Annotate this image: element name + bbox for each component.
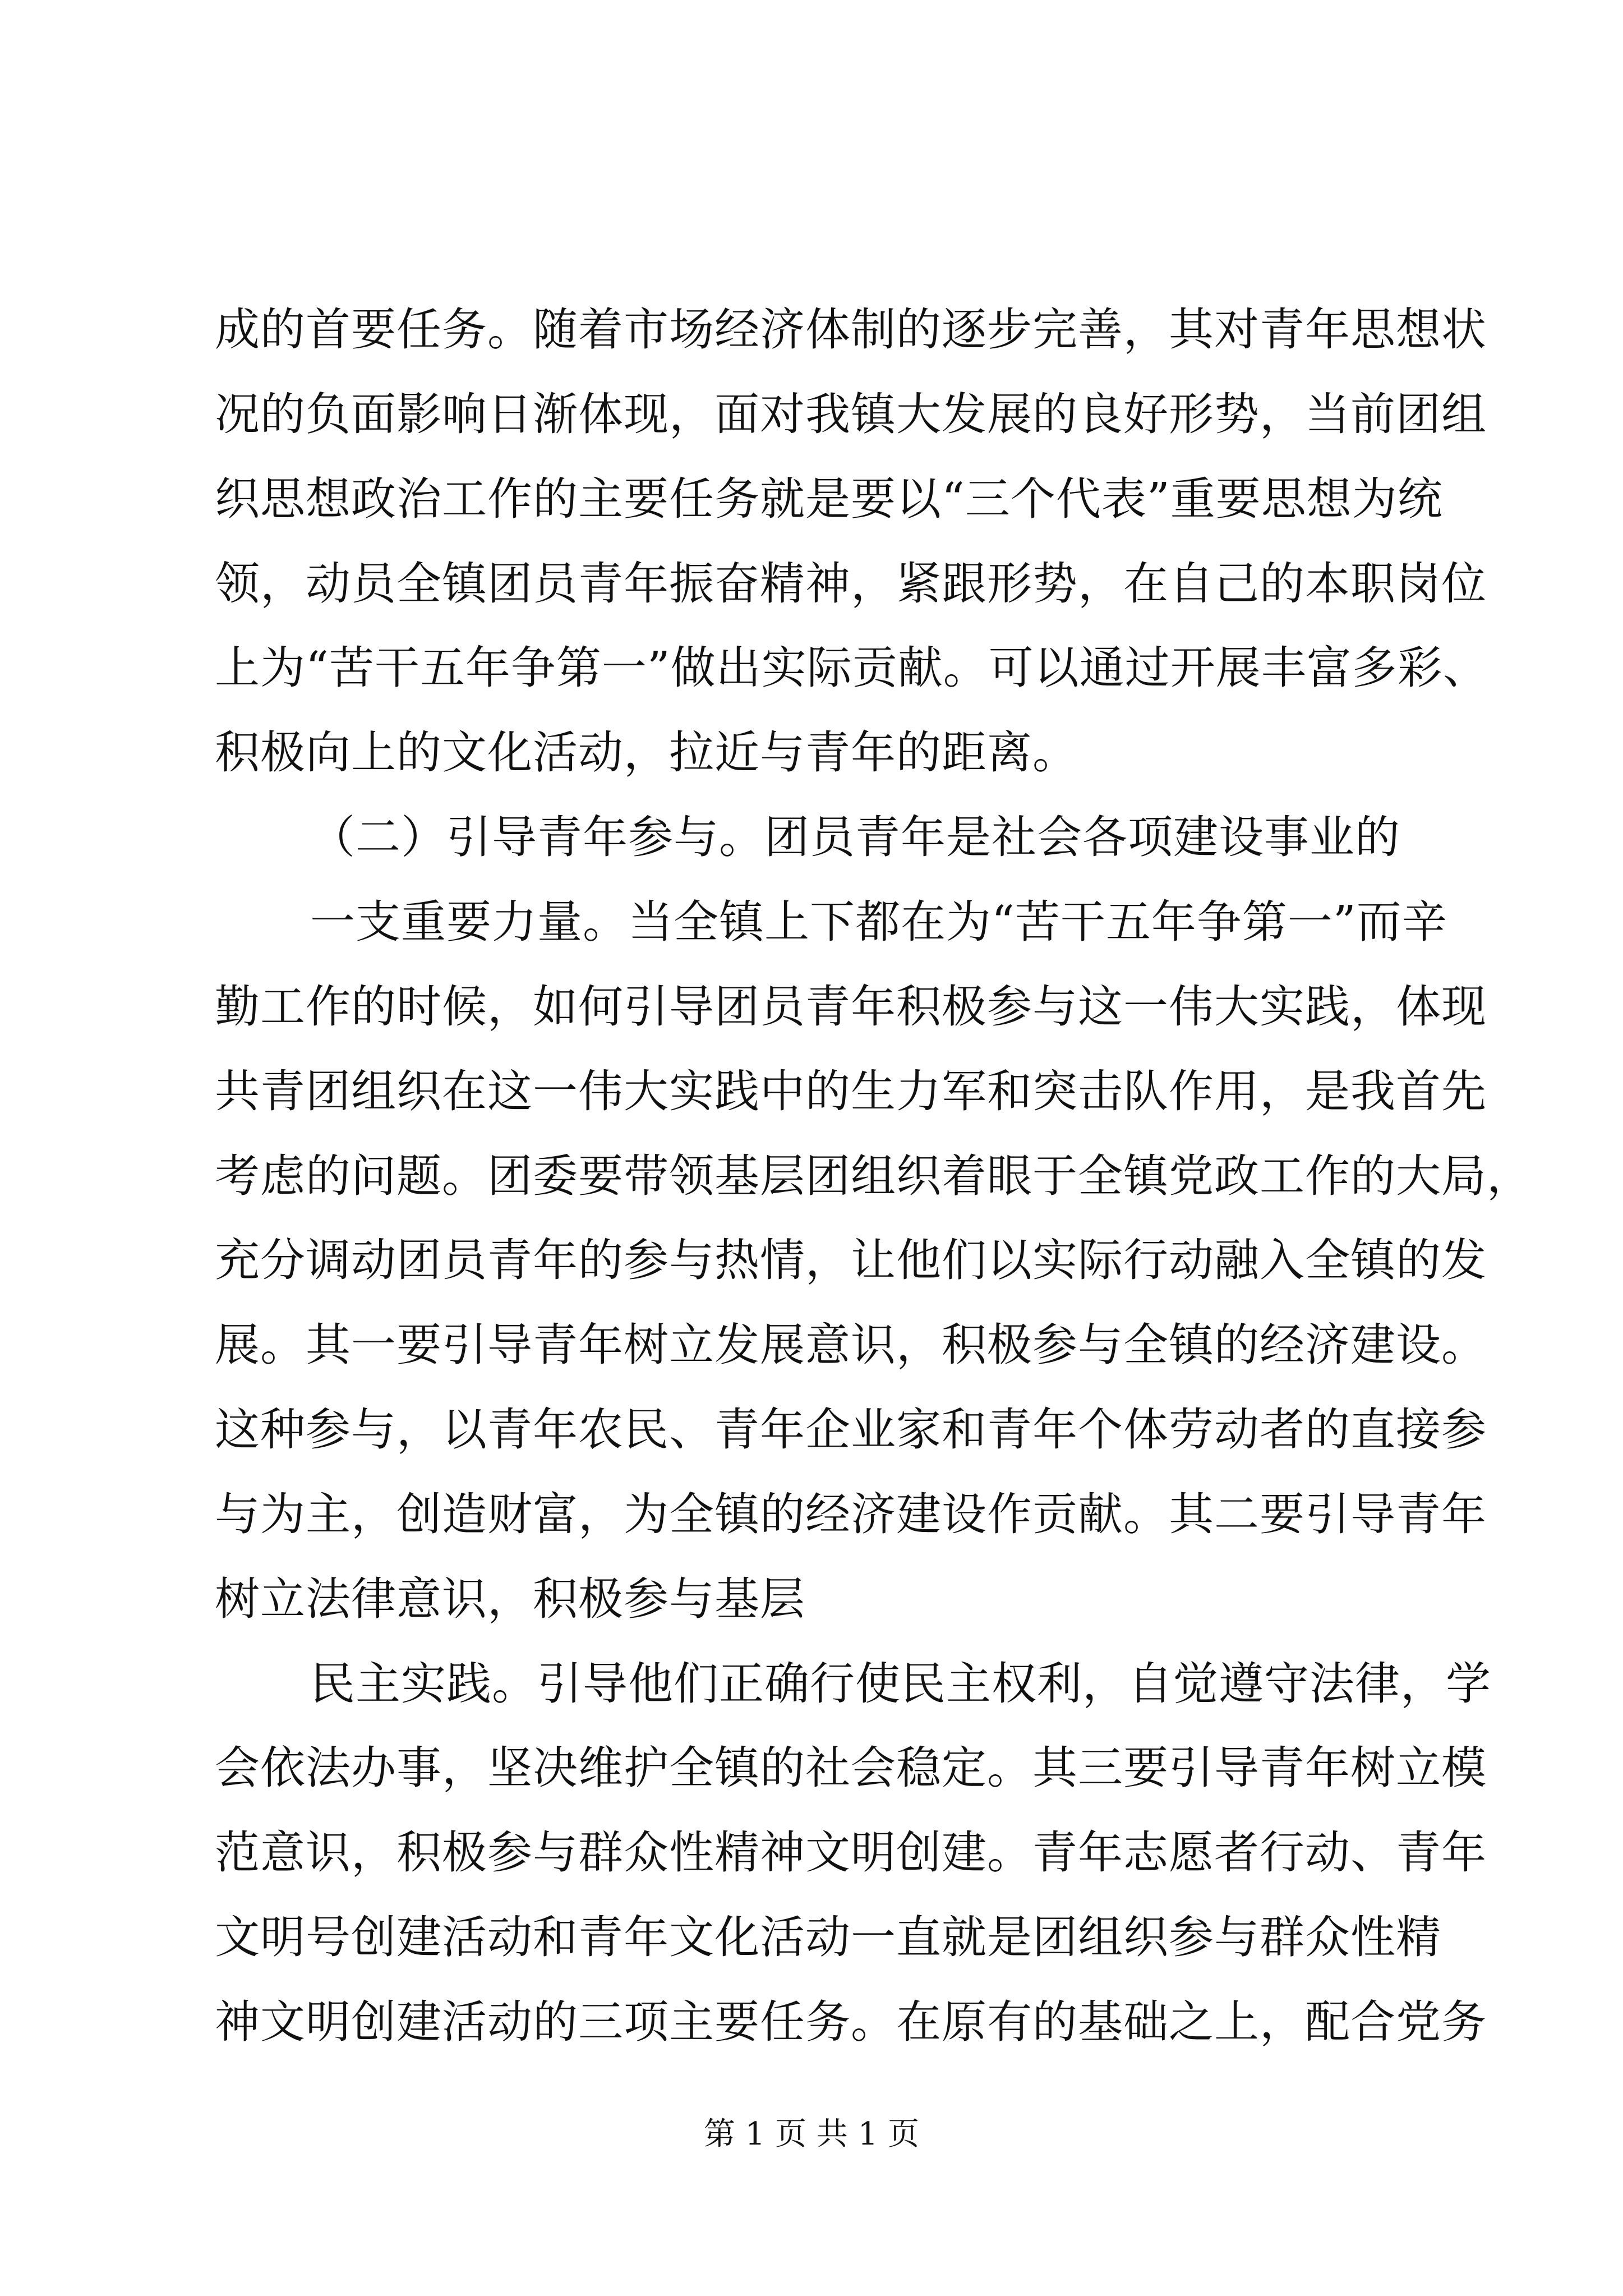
body-line: 这种参与，以青年农民、青年企业家和青年个体劳动者的直接参 (215, 1404, 1487, 1456)
body-line: 与为主，创造财富，为全镇的经济建设作贡献。其二要引导青年 (215, 1488, 1487, 1540)
body-line: 况的负面影响日渐体现，面对我镇大发展的良好形势，当前团组 (215, 388, 1487, 440)
body-line: 考虑的问题。团委要带领基层团组织着眼于全镇党政工作的大局， (215, 1150, 1532, 1202)
body-line: 一支重要力量。当全镇上下都在为“苦干五年争第一”而辛 (310, 896, 1447, 948)
page-number-footer: 第 1 页 共 1 页 (703, 2116, 920, 2152)
body-line: 文明号创建活动和青年文化活动一直就是团组织参与群众性精 (215, 1911, 1441, 1963)
section-heading-line: （二）引导青年参与。团员青年是社会各项建设事业的 (310, 811, 1400, 863)
body-line: 神文明创建活动的三项主要任务。在原有的基础之上，配合党务 (215, 1996, 1487, 2048)
body-line: 共青团组织在这一伟大实践中的生力军和突击队作用，是我首先 (215, 1065, 1487, 1117)
body-line: 织思想政治工作的主要任务就是要以“三个代表”重要思想为统 (215, 473, 1443, 525)
body-line: 领，动员全镇团员青年振奋精神，紧跟形势，在自己的本职岗位 (215, 558, 1487, 610)
body-line: 范意识，积极参与群众性精神文明创建。青年志愿者行动、青年 (215, 1826, 1487, 1879)
body-line: 充分调动团员青年的参与热情，让他们以实际行动融入全镇的发 (215, 1234, 1487, 1286)
body-line: 上为“苦干五年争第一”做出实际贡献。可以通过开展丰富多彩、 (215, 642, 1488, 694)
body-line: 展。其一要引导青年树立发展意识，积极参与全镇的经济建设。 (215, 1319, 1487, 1371)
body-line: 积极向上的文化活动，拉近与青年的距离。 (215, 726, 1078, 779)
body-line: 勤工作的时候，如何引导团员青年积极参与这一伟大实践，体现 (215, 981, 1487, 1033)
body-line: 树立法律意识，积极参与基层 (215, 1573, 805, 1625)
body-line: 成的首要任务。随着市场经济体制的逐步完善，其对青年思想状 (215, 303, 1487, 356)
body-line: 民主实践。引导他们正确行使民主权利，自觉遵守法律，学 (310, 1658, 1491, 1710)
body-line: 会依法办事，坚决维护全镇的社会稳定。其三要引导青年树立模 (215, 1742, 1487, 1794)
